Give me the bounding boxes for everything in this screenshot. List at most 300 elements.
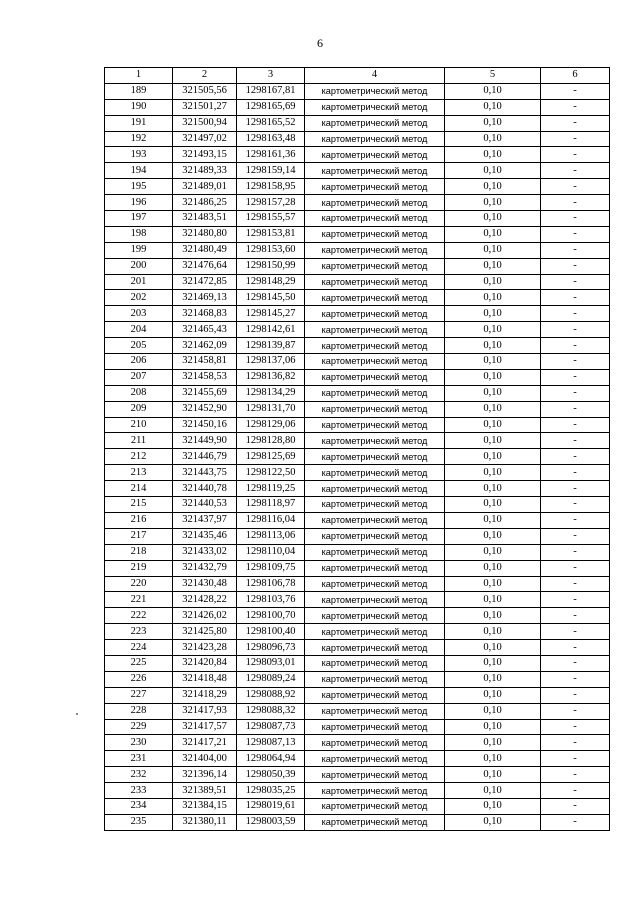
y-coordinate-cell: 1298064,94 — [237, 751, 305, 767]
description-cell: - — [541, 481, 610, 497]
x-coordinate-cell: 321418,29 — [173, 687, 237, 703]
method-cell: картометрический метод — [305, 719, 445, 735]
table-row — [105, 465, 610, 481]
point-number-cell: 223 — [105, 624, 173, 640]
accuracy-cell: 0,10 — [445, 544, 541, 560]
point-number-cell: 217 — [105, 528, 173, 544]
accuracy-cell: 0,10 — [445, 274, 541, 290]
y-coordinate-cell: 1298019,61 — [237, 798, 305, 814]
accuracy-cell: 0,10 — [445, 306, 541, 322]
y-coordinate-cell: 1298145,27 — [237, 306, 305, 322]
x-coordinate-cell: 321417,21 — [173, 735, 237, 751]
x-coordinate-cell: 321449,90 — [173, 433, 237, 449]
method-cell: картометрический метод — [305, 306, 445, 322]
table-row — [105, 624, 610, 640]
y-coordinate-cell: 1298145,50 — [237, 290, 305, 306]
y-coordinate-cell: 1298159,14 — [237, 163, 305, 179]
x-coordinate-cell: 321417,57 — [173, 719, 237, 735]
description-cell: - — [541, 719, 610, 735]
method-cell: картометрический метод — [305, 242, 445, 258]
method-cell: картометрический метод — [305, 258, 445, 274]
accuracy-cell: 0,10 — [445, 99, 541, 115]
method-cell: картометрический метод — [305, 211, 445, 227]
x-coordinate-cell: 321428,22 — [173, 592, 237, 608]
description-cell: - — [541, 576, 610, 592]
x-coordinate-cell: 321420,84 — [173, 655, 237, 671]
method-cell: картометрический метод — [305, 608, 445, 624]
y-coordinate-cell: 1298163,48 — [237, 131, 305, 147]
x-coordinate-cell: 321462,09 — [173, 338, 237, 354]
description-cell: - — [541, 147, 610, 163]
point-number-cell: 228 — [105, 703, 173, 719]
point-number-cell: 199 — [105, 242, 173, 258]
y-coordinate-cell: 1298088,32 — [237, 703, 305, 719]
description-cell: - — [541, 814, 610, 830]
column-header-4: 4 — [305, 68, 445, 84]
description-cell: - — [541, 369, 610, 385]
description-cell: - — [541, 465, 610, 481]
x-coordinate-cell: 321430,48 — [173, 576, 237, 592]
point-number-cell: 193 — [105, 147, 173, 163]
point-number-cell: 226 — [105, 671, 173, 687]
method-cell: картометрический метод — [305, 735, 445, 751]
accuracy-cell: 0,10 — [445, 401, 541, 417]
description-cell: - — [541, 512, 610, 528]
y-coordinate-cell: 1298122,50 — [237, 465, 305, 481]
point-number-cell: 194 — [105, 163, 173, 179]
method-cell: картометрический метод — [305, 560, 445, 576]
table-row — [105, 671, 610, 687]
method-cell: картометрический метод — [305, 465, 445, 481]
table-row — [105, 576, 610, 592]
method-cell: картометрический метод — [305, 290, 445, 306]
x-coordinate-cell: 321458,53 — [173, 369, 237, 385]
y-coordinate-cell: 1298131,70 — [237, 401, 305, 417]
accuracy-cell: 0,10 — [445, 449, 541, 465]
table-row — [105, 338, 610, 354]
description-cell: - — [541, 354, 610, 370]
point-number-cell: 225 — [105, 655, 173, 671]
method-cell: картометрический метод — [305, 433, 445, 449]
table-row — [105, 369, 610, 385]
accuracy-cell: 0,10 — [445, 258, 541, 274]
point-number-cell: 203 — [105, 306, 173, 322]
accuracy-cell: 0,10 — [445, 369, 541, 385]
accuracy-cell: 0,10 — [445, 798, 541, 814]
description-cell: - — [541, 115, 610, 131]
y-coordinate-cell: 1298150,99 — [237, 258, 305, 274]
description-cell: - — [541, 131, 610, 147]
accuracy-cell: 0,10 — [445, 433, 541, 449]
method-cell: картометрический метод — [305, 354, 445, 370]
method-cell: картометрический метод — [305, 115, 445, 131]
method-cell: картометрический метод — [305, 544, 445, 560]
table-row — [105, 242, 610, 258]
x-coordinate-cell: 321497,02 — [173, 131, 237, 147]
y-coordinate-cell: 1298109,75 — [237, 560, 305, 576]
method-cell: картометрический метод — [305, 195, 445, 211]
description-cell: - — [541, 624, 610, 640]
description-cell: - — [541, 497, 610, 513]
x-coordinate-cell: 321443,75 — [173, 465, 237, 481]
point-number-cell: 213 — [105, 465, 173, 481]
table-row — [105, 544, 610, 560]
method-cell: картометрический метод — [305, 338, 445, 354]
point-number-cell: 208 — [105, 385, 173, 401]
table-row — [105, 814, 610, 830]
column-header-1: 1 — [105, 68, 173, 84]
table-row — [105, 417, 610, 433]
point-number-cell: 204 — [105, 322, 173, 338]
table-row — [105, 783, 610, 799]
description-cell: - — [541, 179, 610, 195]
method-cell: картометрический метод — [305, 369, 445, 385]
description-cell: - — [541, 195, 610, 211]
method-cell: картометрический метод — [305, 497, 445, 513]
description-cell: - — [541, 687, 610, 703]
y-coordinate-cell: 1298165,52 — [237, 115, 305, 131]
y-coordinate-cell: 1298157,28 — [237, 195, 305, 211]
point-number-cell: 195 — [105, 179, 173, 195]
point-number-cell: 235 — [105, 814, 173, 830]
description-cell: - — [541, 274, 610, 290]
accuracy-cell: 0,10 — [445, 624, 541, 640]
description-cell: - — [541, 544, 610, 560]
table-row — [105, 655, 610, 671]
method-cell: картометрический метод — [305, 592, 445, 608]
point-number-cell: 218 — [105, 544, 173, 560]
y-coordinate-cell: 1298148,29 — [237, 274, 305, 290]
x-coordinate-cell: 321437,97 — [173, 512, 237, 528]
y-coordinate-cell: 1298153,81 — [237, 226, 305, 242]
y-coordinate-cell: 1298136,82 — [237, 369, 305, 385]
table-row — [105, 274, 610, 290]
method-cell: картометрический метод — [305, 687, 445, 703]
description-cell: - — [541, 99, 610, 115]
point-number-cell: 200 — [105, 258, 173, 274]
description-cell: - — [541, 226, 610, 242]
x-coordinate-cell: 321500,94 — [173, 115, 237, 131]
description-cell: - — [541, 560, 610, 576]
description-cell: - — [541, 83, 610, 99]
accuracy-cell: 0,10 — [445, 338, 541, 354]
y-coordinate-cell: 1298035,25 — [237, 783, 305, 799]
method-cell: картометрический метод — [305, 814, 445, 830]
column-header-6: 6 — [541, 68, 610, 84]
accuracy-cell: 0,10 — [445, 195, 541, 211]
y-coordinate-cell: 1298165,69 — [237, 99, 305, 115]
table-row — [105, 195, 610, 211]
method-cell: картометрический метод — [305, 576, 445, 592]
x-coordinate-cell: 321396,14 — [173, 767, 237, 783]
x-coordinate-cell: 321480,80 — [173, 226, 237, 242]
x-coordinate-cell: 321440,53 — [173, 497, 237, 513]
table-row — [105, 179, 610, 195]
x-coordinate-cell: 321489,33 — [173, 163, 237, 179]
table-row — [105, 401, 610, 417]
accuracy-cell: 0,10 — [445, 576, 541, 592]
y-coordinate-cell: 1298129,06 — [237, 417, 305, 433]
accuracy-cell: 0,10 — [445, 481, 541, 497]
table-row — [105, 528, 610, 544]
method-cell: картометрический метод — [305, 624, 445, 640]
method-cell: картометрический метод — [305, 179, 445, 195]
x-coordinate-cell: 321433,02 — [173, 544, 237, 560]
y-coordinate-cell: 1298100,40 — [237, 624, 305, 640]
x-coordinate-cell: 321486,25 — [173, 195, 237, 211]
point-number-cell: 191 — [105, 115, 173, 131]
y-coordinate-cell: 1298003,59 — [237, 814, 305, 830]
x-coordinate-cell: 321483,51 — [173, 211, 237, 227]
x-coordinate-cell: 321426,02 — [173, 608, 237, 624]
description-cell: - — [541, 735, 610, 751]
method-cell: картометрический метод — [305, 147, 445, 163]
table-row — [105, 147, 610, 163]
method-cell: картометрический метод — [305, 401, 445, 417]
accuracy-cell: 0,10 — [445, 735, 541, 751]
y-coordinate-cell: 1298137,06 — [237, 354, 305, 370]
accuracy-cell: 0,10 — [445, 592, 541, 608]
table-row — [105, 226, 610, 242]
description-cell: - — [541, 258, 610, 274]
method-cell: картометрический метод — [305, 640, 445, 656]
accuracy-cell: 0,10 — [445, 385, 541, 401]
y-coordinate-cell: 1298139,87 — [237, 338, 305, 354]
y-coordinate-cell: 1298125,69 — [237, 449, 305, 465]
table-row — [105, 512, 610, 528]
table-row — [105, 306, 610, 322]
x-coordinate-cell: 321493,15 — [173, 147, 237, 163]
description-cell: - — [541, 338, 610, 354]
y-coordinate-cell: 1298118,97 — [237, 497, 305, 513]
accuracy-cell: 0,10 — [445, 497, 541, 513]
x-coordinate-cell: 321465,43 — [173, 322, 237, 338]
method-cell: картометрический метод — [305, 322, 445, 338]
point-number-cell: 215 — [105, 497, 173, 513]
method-cell: картометрический метод — [305, 83, 445, 99]
point-number-cell: 227 — [105, 687, 173, 703]
x-coordinate-cell: 321440,78 — [173, 481, 237, 497]
y-coordinate-cell: 1298161,36 — [237, 147, 305, 163]
method-cell: картометрический метод — [305, 385, 445, 401]
method-cell: картометрический метод — [305, 481, 445, 497]
column-header-2: 2 — [173, 68, 237, 84]
point-number-cell: 230 — [105, 735, 173, 751]
accuracy-cell: 0,10 — [445, 131, 541, 147]
coordinates-table — [104, 67, 610, 831]
accuracy-cell: 0,10 — [445, 465, 541, 481]
method-cell: картометрический метод — [305, 671, 445, 687]
accuracy-cell: 0,10 — [445, 560, 541, 576]
accuracy-cell: 0,10 — [445, 147, 541, 163]
accuracy-cell: 0,10 — [445, 417, 541, 433]
point-number-cell: 202 — [105, 290, 173, 306]
method-cell: картометрический метод — [305, 512, 445, 528]
y-coordinate-cell: 1298088,92 — [237, 687, 305, 703]
table-row — [105, 751, 610, 767]
point-number-cell: 206 — [105, 354, 173, 370]
x-coordinate-cell: 321455,69 — [173, 385, 237, 401]
table-row — [105, 687, 610, 703]
method-cell: картометрический метод — [305, 131, 445, 147]
description-cell: - — [541, 528, 610, 544]
description-cell: - — [541, 671, 610, 687]
x-coordinate-cell: 321476,64 — [173, 258, 237, 274]
accuracy-cell: 0,10 — [445, 751, 541, 767]
method-cell: картометрический метод — [305, 449, 445, 465]
point-number-cell: 222 — [105, 608, 173, 624]
table-header — [105, 68, 610, 84]
x-coordinate-cell: 321404,00 — [173, 751, 237, 767]
x-coordinate-cell: 321480,49 — [173, 242, 237, 258]
accuracy-cell: 0,10 — [445, 211, 541, 227]
table-row — [105, 560, 610, 576]
point-number-cell: 205 — [105, 338, 173, 354]
accuracy-cell: 0,10 — [445, 814, 541, 830]
table-row — [105, 115, 610, 131]
description-cell: - — [541, 767, 610, 783]
y-coordinate-cell: 1298128,80 — [237, 433, 305, 449]
accuracy-cell: 0,10 — [445, 242, 541, 258]
x-coordinate-cell: 321435,46 — [173, 528, 237, 544]
accuracy-cell: 0,10 — [445, 163, 541, 179]
point-number-cell: 207 — [105, 369, 173, 385]
description-cell: - — [541, 211, 610, 227]
point-number-cell: 198 — [105, 226, 173, 242]
y-coordinate-cell: 1298050,39 — [237, 767, 305, 783]
y-coordinate-cell: 1298103,76 — [237, 592, 305, 608]
y-coordinate-cell: 1298155,57 — [237, 211, 305, 227]
method-cell: картометрический метод — [305, 99, 445, 115]
table-row — [105, 354, 610, 370]
table-row — [105, 385, 610, 401]
table-row — [105, 481, 610, 497]
accuracy-cell: 0,10 — [445, 512, 541, 528]
point-number-cell: 197 — [105, 211, 173, 227]
description-cell: - — [541, 783, 610, 799]
description-cell: - — [541, 401, 610, 417]
description-cell: - — [541, 433, 610, 449]
x-coordinate-cell: 321501,27 — [173, 99, 237, 115]
x-coordinate-cell: 321418,48 — [173, 671, 237, 687]
point-number-cell: 232 — [105, 767, 173, 783]
description-cell: - — [541, 798, 610, 814]
description-cell: - — [541, 703, 610, 719]
y-coordinate-cell: 1298100,70 — [237, 608, 305, 624]
accuracy-cell: 0,10 — [445, 767, 541, 783]
y-coordinate-cell: 1298116,04 — [237, 512, 305, 528]
page-number: 6 — [317, 36, 323, 50]
description-cell: - — [541, 290, 610, 306]
accuracy-cell: 0,10 — [445, 687, 541, 703]
y-coordinate-cell: 1298158,95 — [237, 179, 305, 195]
description-cell: - — [541, 608, 610, 624]
table-row — [105, 163, 610, 179]
y-coordinate-cell: 1298096,73 — [237, 640, 305, 656]
y-coordinate-cell: 1298153,60 — [237, 242, 305, 258]
x-coordinate-cell: 321389,51 — [173, 783, 237, 799]
x-coordinate-cell: 321468,83 — [173, 306, 237, 322]
point-number-cell: 216 — [105, 512, 173, 528]
accuracy-cell: 0,10 — [445, 179, 541, 195]
x-coordinate-cell: 321425,80 — [173, 624, 237, 640]
point-number-cell: 219 — [105, 560, 173, 576]
point-number-cell: 231 — [105, 751, 173, 767]
x-coordinate-cell: 321472,85 — [173, 274, 237, 290]
table-row — [105, 798, 610, 814]
accuracy-cell: 0,10 — [445, 83, 541, 99]
x-coordinate-cell: 321417,93 — [173, 703, 237, 719]
method-cell: картометрический метод — [305, 767, 445, 783]
point-number-cell: 224 — [105, 640, 173, 656]
y-coordinate-cell: 1298167,81 — [237, 83, 305, 99]
accuracy-cell: 0,10 — [445, 115, 541, 131]
header-row — [105, 68, 610, 84]
description-cell: - — [541, 640, 610, 656]
y-coordinate-cell: 1298089,24 — [237, 671, 305, 687]
column-header-3: 3 — [237, 68, 305, 84]
method-cell: картометрический метод — [305, 226, 445, 242]
table-row — [105, 131, 610, 147]
column-header-5: 5 — [445, 68, 541, 84]
description-cell: - — [541, 242, 610, 258]
accuracy-cell: 0,10 — [445, 640, 541, 656]
accuracy-cell: 0,10 — [445, 354, 541, 370]
point-number-cell: 214 — [105, 481, 173, 497]
table-row — [105, 640, 610, 656]
y-coordinate-cell: 1298093,01 — [237, 655, 305, 671]
accuracy-cell: 0,10 — [445, 322, 541, 338]
y-coordinate-cell: 1298087,13 — [237, 735, 305, 751]
table-row — [105, 433, 610, 449]
table-row — [105, 322, 610, 338]
description-cell: - — [541, 751, 610, 767]
point-number-cell: 212 — [105, 449, 173, 465]
description-cell: - — [541, 322, 610, 338]
description-cell: - — [541, 306, 610, 322]
method-cell: картометрический метод — [305, 751, 445, 767]
table-row — [105, 735, 610, 751]
description-cell: - — [541, 655, 610, 671]
method-cell: картометрический метод — [305, 417, 445, 433]
point-number-cell: 221 — [105, 592, 173, 608]
point-number-cell: 234 — [105, 798, 173, 814]
table-row — [105, 592, 610, 608]
table-body — [105, 83, 610, 830]
accuracy-cell: 0,10 — [445, 528, 541, 544]
point-number-cell: 192 — [105, 131, 173, 147]
table-row — [105, 258, 610, 274]
x-coordinate-cell: 321450,16 — [173, 417, 237, 433]
table-row — [105, 497, 610, 513]
y-coordinate-cell: 1298134,29 — [237, 385, 305, 401]
description-cell: - — [541, 163, 610, 179]
point-number-cell: 220 — [105, 576, 173, 592]
method-cell: картометрический метод — [305, 783, 445, 799]
x-coordinate-cell: 321458,81 — [173, 354, 237, 370]
table-row — [105, 767, 610, 783]
table-row — [105, 703, 610, 719]
y-coordinate-cell: 1298113,06 — [237, 528, 305, 544]
description-cell: - — [541, 449, 610, 465]
x-coordinate-cell: 321505,56 — [173, 83, 237, 99]
x-coordinate-cell: 321423,28 — [173, 640, 237, 656]
scan-artifact — [76, 713, 78, 715]
x-coordinate-cell: 321452,90 — [173, 401, 237, 417]
table-row — [105, 449, 610, 465]
x-coordinate-cell: 321469,13 — [173, 290, 237, 306]
point-number-cell: 209 — [105, 401, 173, 417]
